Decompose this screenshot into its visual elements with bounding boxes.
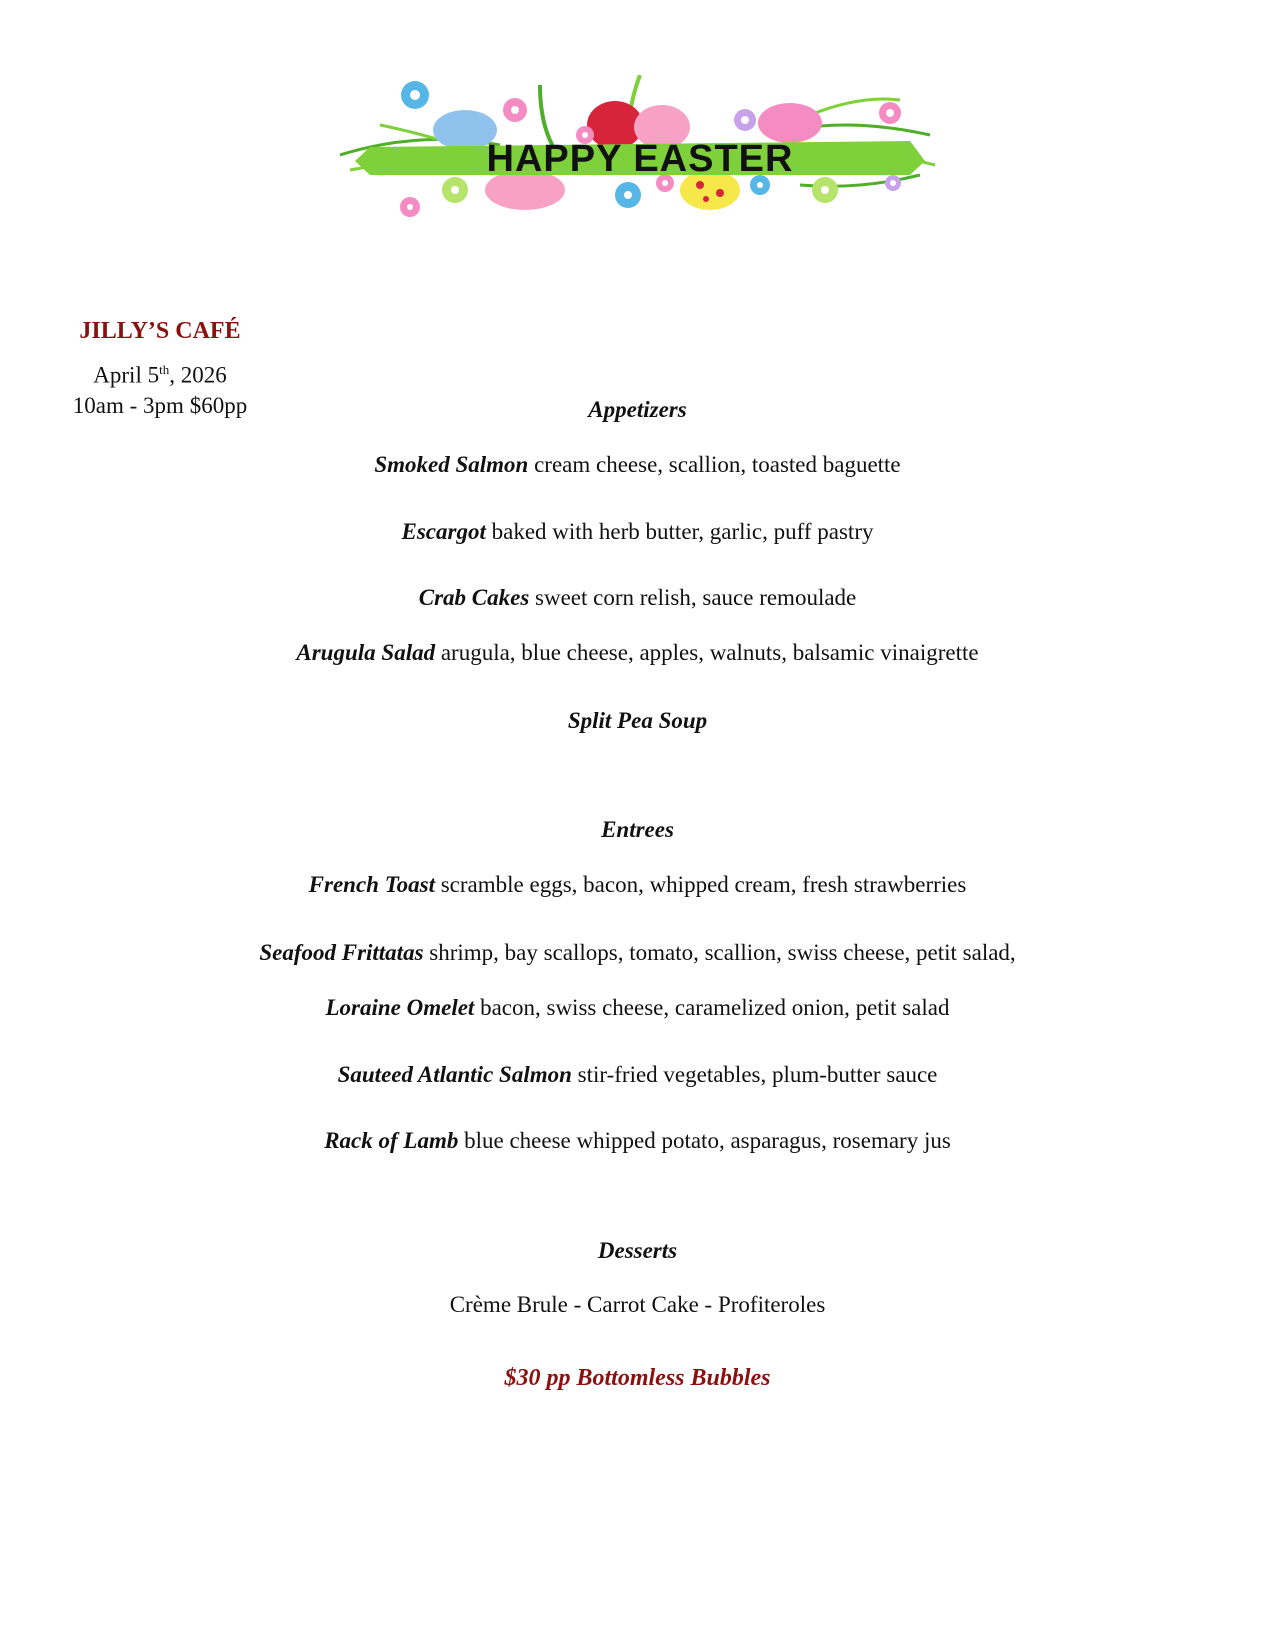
item-desc: shrimp, bay scallops, tomato, scallion, swiss cheese, petit salad, (423, 940, 1016, 965)
menu-item (0, 940, 1275, 966)
item-desc: stir-fried vegetables, plum-butter sauce (571, 1062, 938, 1087)
cafe-name: JILLY’S CAFÉ (79, 318, 241, 344)
item-desc: bacon, swiss cheese, caramelized onion, petit salad (474, 995, 950, 1020)
item-desc: blue cheese whipped potato, asparagus, rosemary jus (458, 1128, 951, 1153)
banner-text: HAPPY EASTER (486, 138, 794, 180)
menu-item (0, 1062, 1275, 1088)
item-desc: scramble eggs, bacon, whipped cream, fresh strawberries (434, 872, 967, 897)
event-date-year: , 2026 (169, 362, 227, 388)
event-date-suffix: th (159, 362, 170, 377)
menu-item (0, 1128, 1275, 1154)
event-date-day: April 5 (93, 362, 160, 388)
desserts-title: Desserts (597, 1238, 678, 1263)
item-name: Split Pea Soup (567, 708, 708, 733)
item-desc: baked with herb butter, garlic, puff pastry (485, 519, 874, 544)
item-name: Smoked Salmon (374, 452, 529, 477)
item-name: Rack of Lamb (324, 1128, 459, 1153)
menu-item (0, 452, 1275, 478)
item-name: Arugula Salad (296, 640, 436, 665)
event-hours-price: 10am - 3pm $60pp (72, 392, 248, 418)
item-name: Sauteed Atlantic Salmon (337, 1062, 572, 1087)
item-desc: sweet corn relish, sauce remoulade (529, 585, 857, 610)
menu-item (0, 995, 1275, 1021)
item-name: Escargot (401, 519, 486, 544)
item-name: French Toast (308, 872, 435, 897)
item-name: Loraine Omelet (325, 995, 475, 1020)
event-date (40, 355, 280, 391)
item-desc: arugula, blue cheese, apples, walnuts, balsamic vinaigrette (435, 640, 979, 665)
appetizers-title: Appetizers (588, 397, 687, 422)
item-name: Seafood Frittatas (259, 940, 424, 965)
menu-item (0, 872, 1275, 898)
item-desc: cream cheese, scallion, toasted baguette (528, 452, 901, 477)
entrees-title: Entrees (601, 817, 674, 842)
menu-item (0, 640, 1275, 666)
menu-item (0, 708, 1275, 734)
item-name: Crab Cakes (418, 585, 530, 610)
menu-item (0, 519, 1275, 545)
desserts-list: Crème Brule - Carrot Cake - Profiteroles (449, 1292, 826, 1317)
menu-item (0, 585, 1275, 611)
happy-easter-banner (340, 75, 940, 235)
bottomless-bubbles-promo: $30 pp Bottomless Bubbles (504, 1365, 771, 1391)
